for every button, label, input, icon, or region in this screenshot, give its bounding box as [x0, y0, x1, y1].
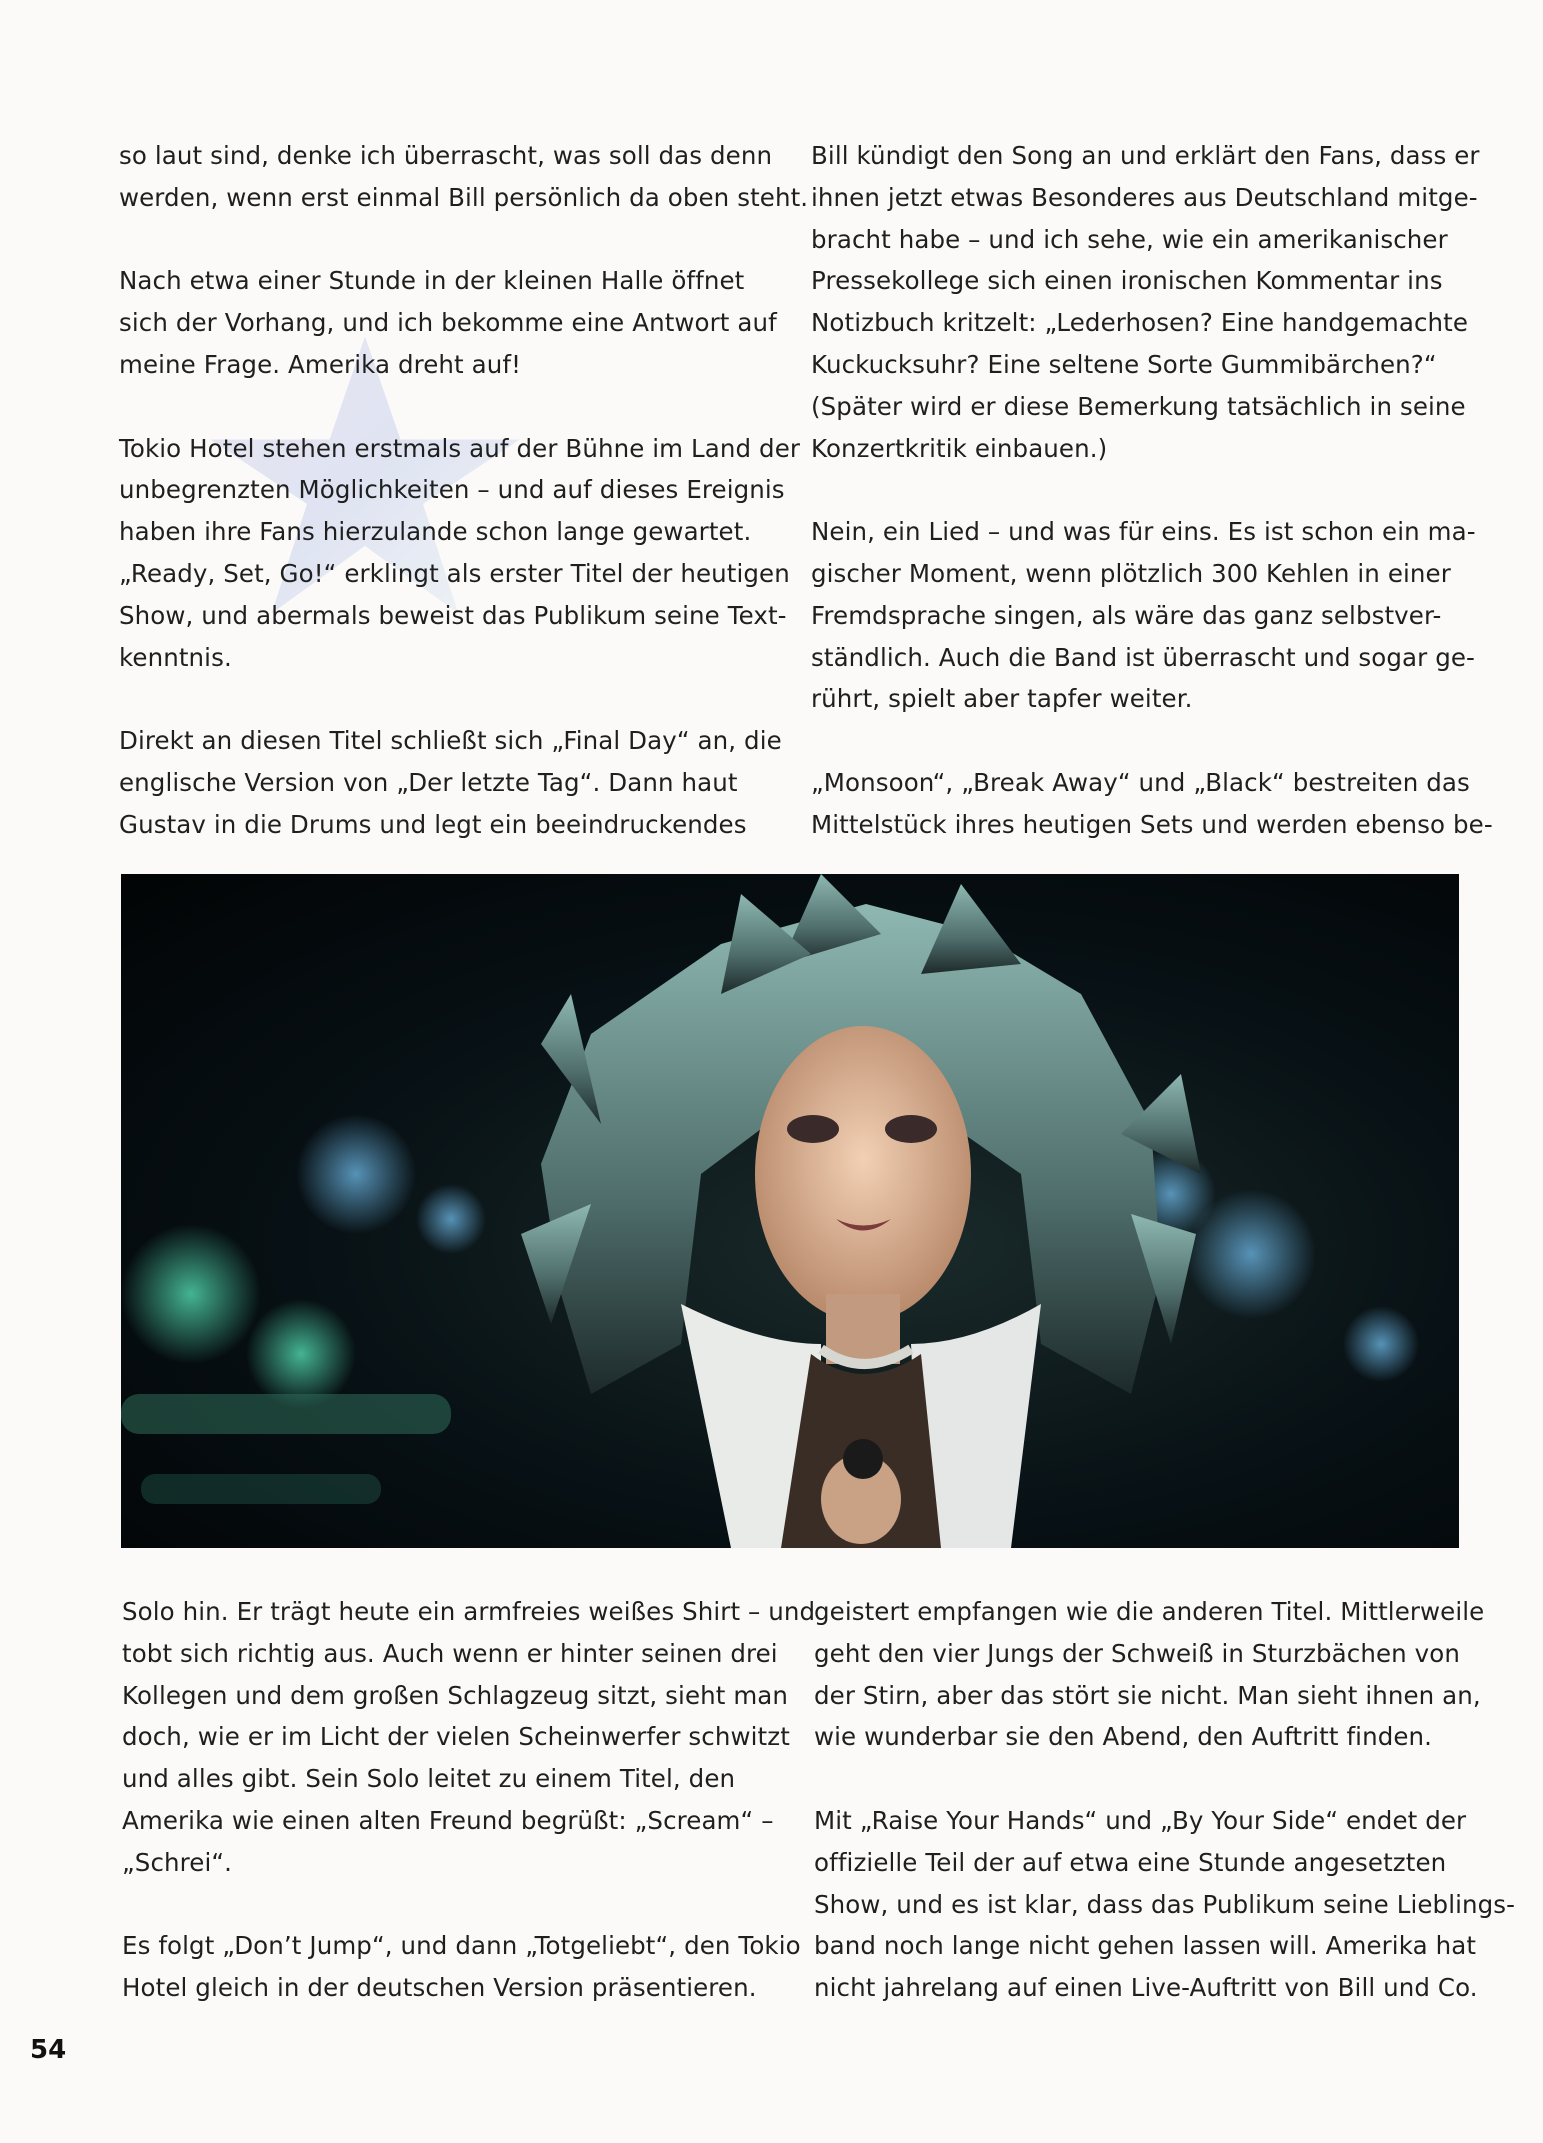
concert-singer-photo	[121, 874, 1459, 1548]
paragraph	[119, 720, 808, 845]
text-line: geistert empfangen wie die anderen Titel. Mittlerweile	[814, 1597, 1485, 1626]
text-line: Amerika wie einen alten Freund begrüßt: „Scream“ –	[122, 1805, 774, 1835]
text-line: kenntnis.	[119, 642, 232, 672]
text-line: „Schrei“.	[122, 1847, 233, 1877]
text-line: nicht jahrelang auf einen Live-Auftritt von Bill und Co.	[814, 1973, 1478, 2003]
text-line: werden, wenn erst einmal Bill persönlich da oben steht.	[119, 182, 809, 212]
text-line: ihnen jetzt etwas Besonderes aus Deutschland mitge-	[811, 182, 1478, 212]
text-line: wie wunderbar sie den Abend, den Auftritt finden.	[814, 1722, 1433, 1752]
text-column-bottom-right	[814, 1591, 1515, 2009]
text-line: so laut sind, denke ich überrascht, was soll das denn	[119, 141, 773, 170]
paragraph	[811, 135, 1493, 469]
text-line: englische Version von „Der letzte Tag“. Dann haut	[119, 767, 738, 797]
text-line: Solo hin. Er trägt heute ein armfreies weißes Shirt – und	[122, 1597, 816, 1626]
text-line: Notizbuch kritzelt: „Lederhosen? Eine handgemachte	[811, 308, 1469, 338]
text-column-bottom-left	[122, 1591, 815, 2009]
text-line: Es folgt „Don’t Jump“, und dann „Totgeliebt“, den Tokio	[122, 1931, 801, 1961]
text-line: Show, und es ist klar, dass das Publikum seine Lieblings-	[814, 1889, 1516, 1919]
paragraph	[119, 428, 808, 679]
text-line: Nein, ein Lied – und was für eins. Es ist schon ein ma-	[811, 517, 1476, 547]
text-line: sich der Vorhang, und ich bekomme eine Antwort auf	[119, 308, 777, 338]
text-line: Show, und abermals beweist das Publikum seine Text-	[119, 600, 787, 630]
text-line: tobt sich richtig aus. Auch wenn er hinter seinen drei	[122, 1638, 778, 1668]
text-line: geht den vier Jungs der Schweiß in Sturzbächen von	[814, 1638, 1460, 1668]
paragraph	[122, 1925, 815, 2009]
paragraph	[814, 1591, 1515, 1758]
text-line: Mittelstück ihres heutigen Sets und werden ebenso be-	[811, 809, 1493, 839]
paragraph	[811, 511, 1493, 720]
text-line: Pressekollege sich einen ironischen Kommentar ins	[811, 266, 1443, 296]
text-line: Konzertkritik einbauen.)	[811, 433, 1108, 463]
text-line: rührt, spielt aber tapfer weiter.	[811, 684, 1193, 714]
text-line: unbegrenzten Möglichkeiten – und auf dieses Ereignis	[119, 475, 785, 505]
paragraph	[119, 135, 808, 219]
text-column-top-right	[811, 135, 1493, 846]
text-line: gischer Moment, wenn plötzlich 300 Kehlen in einer	[811, 558, 1451, 588]
text-line: der Stirn, aber das stört sie nicht. Man sieht ihnen an,	[814, 1680, 1481, 1710]
text-line: Fremdsprache singen, als wäre das ganz selbstver-	[811, 600, 1442, 630]
text-column-top-left	[119, 135, 808, 846]
page-number: 54	[30, 2035, 67, 2065]
text-line: Mit „Raise Your Hands“ und „By Your Side“ endet der	[814, 1805, 1467, 1835]
text-line: Nach etwa einer Stunde in der kleinen Halle öffnet	[119, 266, 745, 296]
paragraph	[811, 762, 1493, 846]
text-line: Kuckucksuhr? Eine seltene Sorte Gummibärchen?“	[811, 349, 1437, 379]
text-line: band noch lange nicht gehen lassen will. Amerika hat	[814, 1931, 1477, 1961]
paragraph	[814, 1800, 1515, 2009]
paragraph	[119, 260, 808, 385]
text-line: Hotel gleich in der deutschen Version präsentieren.	[122, 1973, 757, 2003]
text-line: Gustav in die Drums und legt ein beeindruckendes	[119, 809, 747, 839]
text-line: „Ready, Set, Go!“ erklingt als erster Titel der heutigen	[119, 558, 790, 588]
text-line: offizielle Teil der auf etwa eine Stunde angesetzten	[814, 1847, 1447, 1877]
text-line: Kollegen und dem großen Schlagzeug sitzt, sieht man	[122, 1680, 789, 1710]
text-line: Direkt an diesen Titel schließt sich „Final Day“ an, die	[119, 726, 782, 756]
text-line: (Später wird er diese Bemerkung tatsächlich in seine	[811, 391, 1466, 421]
text-line: ständlich. Auch die Band ist überrascht und sogar ge-	[811, 642, 1475, 672]
text-line: bracht habe – und ich sehe, wie ein amerikanischer	[811, 224, 1448, 254]
text-line: und alles gibt. Sein Solo leitet zu einem Titel, den	[122, 1764, 736, 1794]
paragraph	[122, 1591, 815, 1884]
text-line: Bill kündigt den Song an und erklärt den Fans, dass er	[811, 141, 1480, 170]
text-line: haben ihre Fans hierzulande schon lange gewartet.	[119, 517, 752, 547]
text-line: meine Frage. Amerika dreht auf!	[119, 349, 522, 379]
text-line: doch, wie er im Licht der vielen Scheinwerfer schwitzt	[122, 1722, 790, 1752]
text-line: „Monsoon“, „Break Away“ und „Black“ bestreiten das	[811, 767, 1470, 797]
text-line: Tokio Hotel stehen erstmals auf der Bühne im Land der	[119, 433, 801, 463]
